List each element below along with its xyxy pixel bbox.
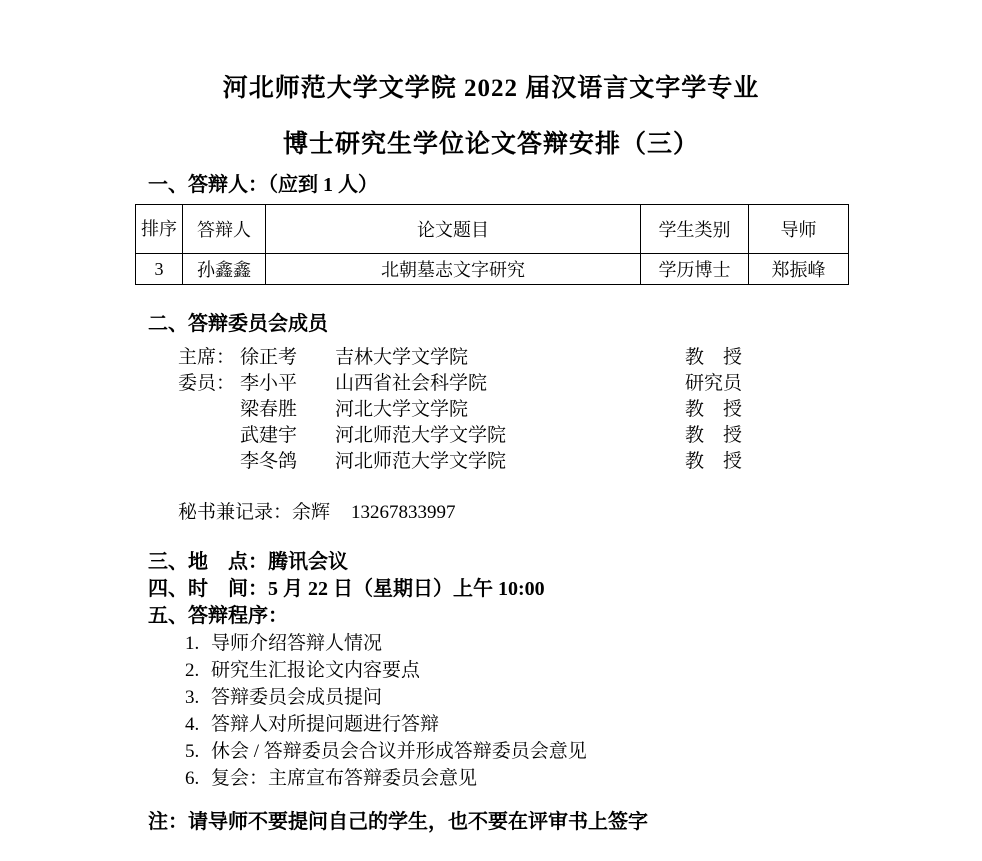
info-section — [0, 549, 982, 630]
member-title: 教 授 — [685, 399, 743, 420]
member-role: 委员： — [178, 373, 236, 394]
cell-advisor: 郑振峰 — [749, 254, 849, 285]
procedure-item-text: 答辩人对所提问题进行答辩 — [211, 714, 440, 735]
procedure-item-number: 2. — [185, 660, 200, 681]
member-institution: 河北师范大学文学院 — [335, 425, 507, 446]
procedure-item-text: 研究生汇报论文内容要点 — [211, 660, 421, 681]
table-row — [136, 254, 849, 285]
member-role: 主席： — [178, 347, 236, 368]
column-header-student-category: 学生类别 — [641, 205, 749, 254]
member-title: 教 授 — [685, 347, 743, 368]
time-label: 四、时 间： — [148, 578, 268, 600]
procedure-item — [185, 711, 982, 738]
procedure-list — [185, 630, 982, 792]
section1-heading: 一、答辩人：（应到 1 人） — [148, 174, 378, 196]
column-header-candidate: 答辩人 — [183, 205, 266, 254]
procedure-item-number: 3. — [185, 687, 200, 708]
procedure-item-text: 答辩委员会成员提问 — [211, 687, 383, 708]
secretary-phone: 13267833997 — [351, 502, 456, 523]
cell-candidate: 孙鑫鑫 — [183, 254, 266, 285]
member-title: 研究员 — [685, 373, 743, 394]
member-role — [178, 397, 240, 423]
procedure-item-text: 休会 / 答辩委员会合议并形成答辩委员会意见 — [211, 741, 587, 762]
procedure-item-number: 4. — [185, 714, 200, 735]
column-header-rank: 排序 — [136, 205, 183, 254]
procedure-item-text: 复会：主席宣布答辩委员会意见 — [211, 768, 478, 789]
table-header-row — [136, 205, 849, 254]
section2-heading: 二、答辩委员会成员 — [148, 313, 328, 335]
procedure-item-text: 导师介绍答辩人情况 — [211, 633, 383, 654]
time-line — [148, 576, 982, 603]
procedure-item — [185, 657, 982, 684]
member-row — [178, 371, 982, 397]
member-role — [178, 423, 240, 449]
procedure-heading: 五、答辩程序： — [148, 605, 288, 627]
location-label: 三、地 点： — [148, 551, 268, 573]
member-row-chair — [178, 345, 982, 371]
member-name: 梁春胜 — [240, 399, 298, 420]
document-title-line2: 博士研究生学位论文答辩安排（三） — [282, 131, 699, 158]
member-name: 徐正考 — [240, 347, 298, 368]
secretary-line — [178, 501, 982, 525]
member-name: 李冬鸽 — [240, 451, 298, 472]
secretary-name: 余辉 — [292, 502, 331, 523]
cell-thesis-title: 北朝墓志文字研究 — [266, 254, 641, 285]
location-line — [148, 549, 982, 576]
cell-student-category: 学历博士 — [641, 254, 749, 285]
defense-candidates-table — [135, 204, 849, 285]
member-row — [178, 449, 982, 475]
member-title: 教 授 — [685, 451, 743, 472]
procedure-item — [185, 630, 982, 657]
column-header-advisor: 导师 — [749, 205, 849, 254]
member-title: 教 授 — [685, 425, 743, 446]
document-title-line1: 河北师范大学文学院 2022 届汉语言文字学专业 — [222, 75, 760, 102]
location-value: 腾讯会议 — [268, 551, 348, 573]
time-value: 5 月 22 日（星期日）上午 10:00 — [268, 578, 545, 600]
cell-rank: 3 — [136, 254, 183, 285]
procedure-item-number: 6. — [185, 768, 200, 789]
secretary-label: 秘书兼记录： — [178, 502, 293, 523]
column-header-thesis-title: 论文题目 — [266, 205, 641, 254]
member-name: 李小平 — [240, 373, 298, 394]
procedure-item-number: 5. — [185, 741, 200, 762]
note-line: 注：请导师不要提问自己的学生，也不要在评审书上签字 — [148, 811, 648, 833]
procedure-item — [185, 738, 982, 765]
committee-members-list — [178, 345, 982, 475]
procedure-item — [185, 765, 982, 792]
member-institution: 河北师范大学文学院 — [335, 451, 507, 472]
member-row — [178, 423, 982, 449]
member-institution: 吉林大学文学院 — [335, 347, 469, 368]
member-name: 武建宇 — [240, 425, 298, 446]
member-institution: 山西省社会科学院 — [335, 373, 488, 394]
member-row — [178, 397, 982, 423]
procedure-item — [185, 684, 982, 711]
member-institution: 河北大学文学院 — [335, 399, 469, 420]
procedure-item-number: 1. — [185, 633, 200, 654]
member-role — [178, 449, 240, 475]
